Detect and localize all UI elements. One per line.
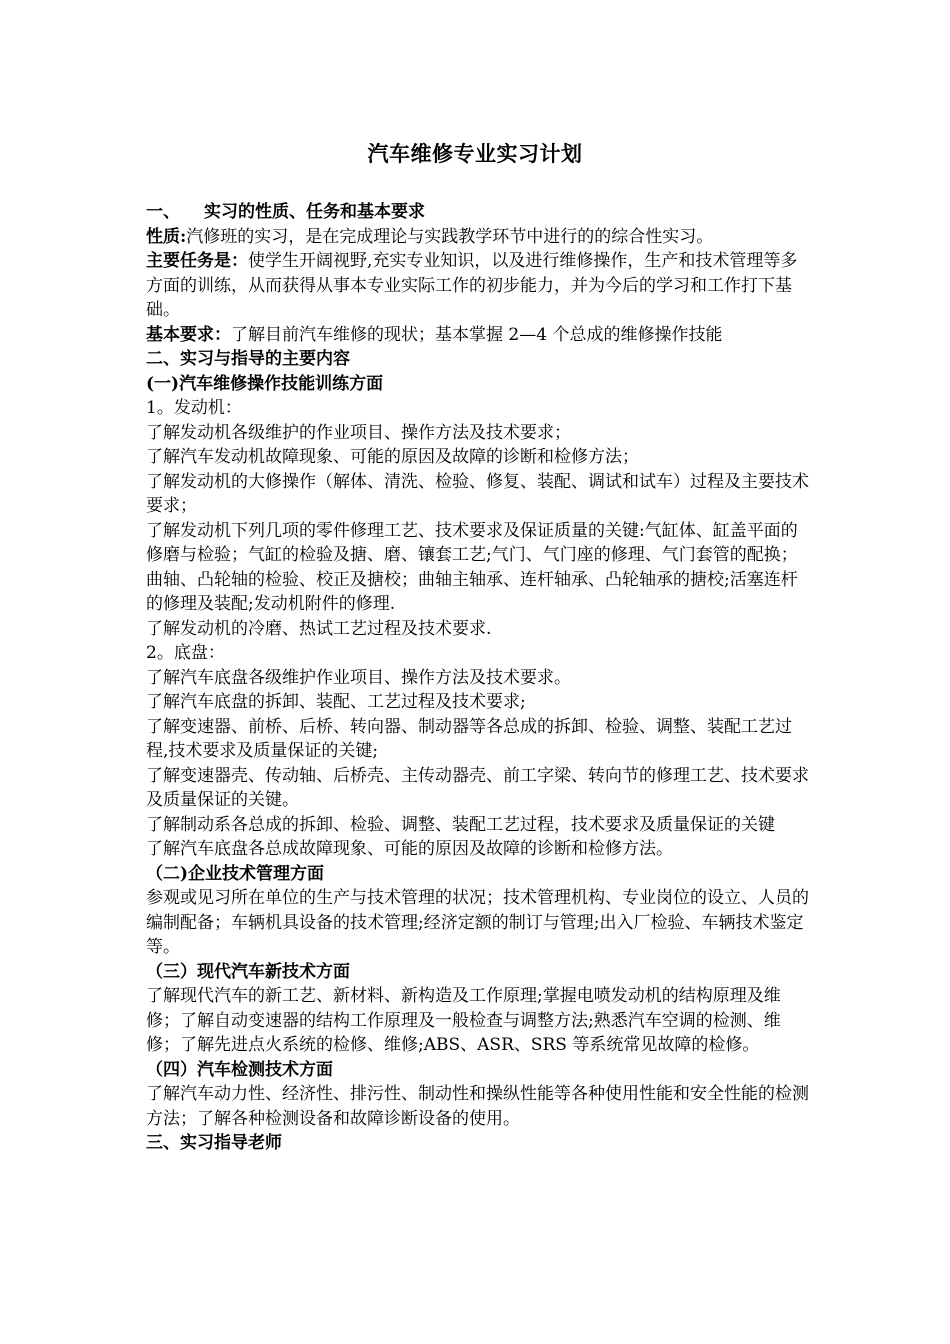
tasks-text: 使学生开阔视野,充实专业知识，以及进行维修操作，生产和技术管理等多方面的训练，从而获得从事本专业实际工作的初步能力，并为今后的学习和工作打下基础。 bbox=[146, 251, 798, 320]
chassis-item: 了解汽车底盘的拆卸、装配、工艺过程及技术要求; bbox=[146, 692, 526, 712]
section1-title: 实习的性质、任务和基本要求 bbox=[204, 202, 425, 222]
section2-heading: 二、实习与指导的主要内容 bbox=[146, 349, 350, 369]
engine-label: 1。发动机： bbox=[146, 398, 242, 418]
engine-item: 了解发动机的冷磨、热试工艺过程及技术要求. bbox=[146, 618, 492, 639]
engine-item: 了解发动机下列几项的零件修理工艺、技术要求及保证质量的关键:气缸体、缸盖平面的修磨与检验；气缸的检验及搪、磨、镶套工艺;气门、气门座的修理、气门套管的配换；曲轴、凸轮轴的检验、校正及搪校；曲轴主轴承、连杆轴承、凸轮轴承的搪校;活塞连杆的修理及装配;发动机附件的修理. bbox=[146, 520, 798, 614]
document-body bbox=[146, 200, 812, 1156]
requirements-label: 基本要求： bbox=[146, 324, 231, 345]
requirements-text: 了解目前汽车维修的现状；基本掌握 2—4 个总成的维修操作技能 bbox=[231, 324, 723, 345]
engine-item: 了解发动机的大修操作（解体、清洗、检验、修复、装配、调试和试车）过程及主要技术要求； bbox=[146, 471, 809, 516]
section1-heading bbox=[146, 200, 812, 225]
tasks-paragraph bbox=[146, 249, 812, 323]
chassis-item: 了解制动系各总成的拆卸、检验、调整、装配工艺过程，技术要求及质量保证的关键 bbox=[146, 814, 775, 835]
section1-number: 一、 bbox=[146, 202, 180, 222]
chassis-item: 了解变速器、前桥、后桥、转向器、制动器等各总成的拆卸、检验、调整、装配工艺过程,技术要求及质量保证的关键; bbox=[146, 716, 792, 761]
nature-paragraph bbox=[146, 225, 812, 250]
chassis-label: 2。底盘： bbox=[146, 643, 225, 663]
nature-label: 性质: bbox=[146, 226, 187, 247]
subsection2-text: 参观或见习所在单位的生产与技术管理的状况；技术管理机构、专业岗位的设立、人员的编制配备；车辆机具设备的技术管理;经济定额的制订与管理;出入厂检验、车辆技术鉴定等。 bbox=[146, 888, 809, 957]
document-title: 汽车维修专业实习计划 bbox=[367, 141, 583, 166]
subsection2-heading: （二)企业技术管理方面 bbox=[146, 863, 325, 884]
section3-heading: 三、实习指导老师 bbox=[146, 1133, 282, 1153]
subsection1-heading: (一)汽车维修操作技能训练方面 bbox=[146, 373, 384, 394]
subsection3-heading: （三）现代汽车新技术方面 bbox=[146, 961, 350, 982]
subsection3-text: 了解现代汽车的新工艺、新材料、新构造及工作原理;掌握电喷发动机的结构原理及维修；了解自动变速器的结构工作原理及一般检查与调整方法;熟悉汽车空调的检测、维修；了解先进点火系统的检修、维修;ABS、ASR、SRS 等系统常见故障的检修。 bbox=[146, 986, 781, 1055]
engine-item: 了解汽车发动机故障现象、可能的原因及故障的诊断和检修方法； bbox=[146, 447, 639, 467]
nature-text: 汽修班的实习，是在完成理论与实践教学环节中进行的的综合性实习。 bbox=[186, 226, 714, 247]
subsection4-heading: （四）汽车检测技术方面 bbox=[146, 1059, 333, 1080]
engine-item: 了解发动机各级维护的作业项目、操作方法及技术要求； bbox=[146, 422, 571, 443]
chassis-item: 了解变速器壳、传动轴、后桥壳、主传动器壳、前工字梁、转向节的修理工艺、技术要求及质量保证的关键。 bbox=[146, 765, 809, 810]
subsection4-text: 了解汽车动力性、经济性、排污性、制动性和操纵性能等各种使用性能和安全性能的检测方法；了解各种检测设备和故障诊断设备的使用。 bbox=[146, 1084, 809, 1129]
chassis-item: 了解汽车底盘各级维护作业项目、操作方法及技术要求。 bbox=[146, 667, 571, 688]
chassis-item: 了解汽车底盘各总成故障现象、可能的原因及故障的诊断和检修方法。 bbox=[146, 839, 673, 859]
requirements-paragraph bbox=[146, 323, 812, 348]
tasks-label: 主要任务是： bbox=[146, 251, 248, 271]
